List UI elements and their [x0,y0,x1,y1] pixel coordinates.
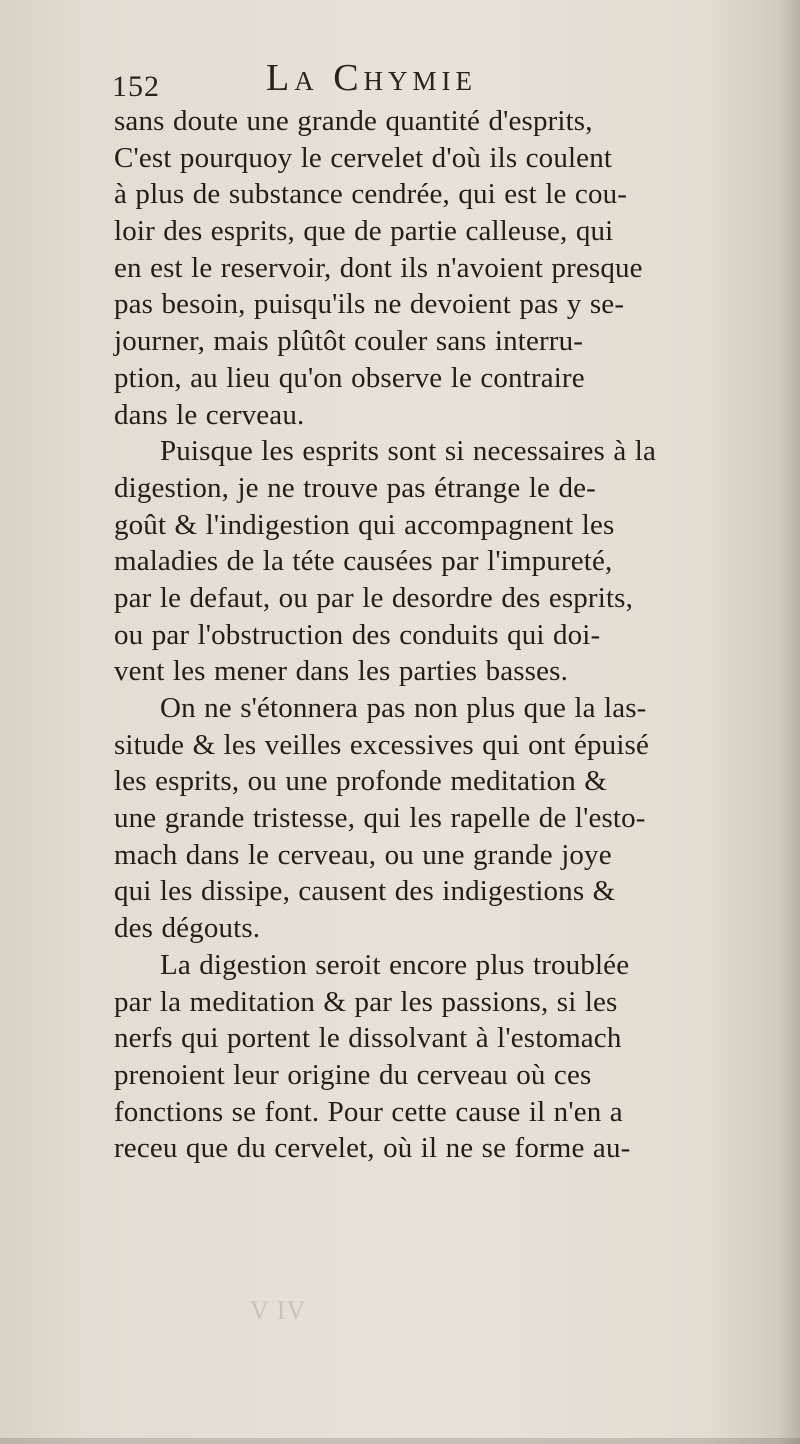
page-number: 152 [112,70,160,103]
text-line: par le defaut, ou par le desordre des esprits, [114,581,633,614]
paragraph-start-line: Puisque les esprits sont si necessaires à la [160,435,657,468]
text-line: une grande tristesse, qui les rapelle de l'esto- [114,802,646,835]
text-line: prenoient leur origine du cerveau où ces [114,1058,592,1091]
text-line: C'est pourquoy le cervelet d'où ils coulent [114,141,613,174]
text-line: à plus de substance cendrée, qui est le cou- [114,178,628,211]
text-line: sans doute une grande quantité d'esprits, [114,105,593,137]
text-line: qui les dissipe, causent des indigestions & [114,875,616,908]
text-line: goût & l'indigestion qui accompagnent les [114,508,615,541]
text-line: digestion, je ne trouve pas étrange le de- [114,471,596,504]
text-line: nerfs qui portent le dissolvant à l'estomach [114,1022,622,1055]
text-line: fonctions se font. Pour cette cause il n'en a [114,1095,623,1128]
text-line: situde & les veilles excessives qui ont épuisé [114,728,649,761]
text-line: maladies de la téte causées par l'impureté, [114,545,613,578]
text-line: loir des esprits, que de partie calleuse, qui [114,215,614,248]
page-header [112,56,772,103]
text-line: des dégouts. [114,912,261,945]
text-line: ou par l'obstruction des conduits qui doi- [114,618,601,651]
text-line: en est le reservoir, dont ils n'avoient presque [114,251,643,284]
text-line: pas besoin, puisqu'ils ne devoient pas y se- [114,288,625,321]
text-line: journer, mais plûtôt couler sans interru- [114,325,584,358]
text-line: vent les mener dans les parties basses. [114,655,568,688]
page-text [114,103,776,1167]
faint-signature-mark: V IV [250,1296,307,1325]
paragraph-start-line: La digestion seroit encore plus troublée [160,948,630,981]
text-line: mach dans le cerveau, ou une grande joye [114,838,612,871]
paragraph-start-line: On ne s'étonnera pas non plus que la las- [160,692,647,724]
text-line: ption, au lieu qu'on observe le contraire [114,361,585,394]
text-line: receu que du cervelet, où il ne se forme au- [114,1132,631,1165]
text-line: les esprits, ou une profonde meditation & [114,765,607,798]
text-line: dans le cerveau. [114,398,305,431]
text-line: par la meditation & par les passions, si les [114,985,618,1018]
running-title: La Chymie [266,57,478,99]
